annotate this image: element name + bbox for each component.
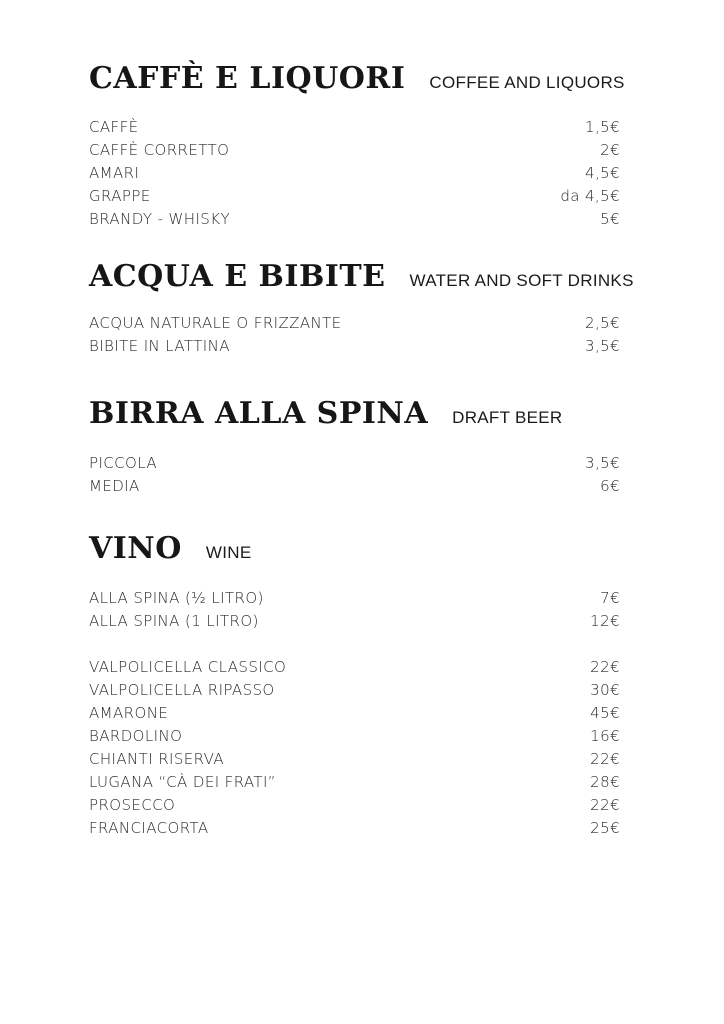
menu-item <box>89 208 620 231</box>
item-name: BRANDY - WHISKY <box>89 210 231 228</box>
item-price: 2,5€ <box>585 314 620 332</box>
item-price: 22€ <box>590 658 620 676</box>
item-name: AMARI <box>89 164 140 182</box>
item-price: 28€ <box>590 773 620 791</box>
section-heading <box>89 61 625 101</box>
item-price: 30€ <box>590 681 620 699</box>
item-name: AMARONE <box>89 704 169 722</box>
item-list <box>89 116 620 231</box>
item-list <box>89 452 620 498</box>
menu-item <box>89 794 620 817</box>
item-price: 22€ <box>590 796 620 814</box>
list-spacer <box>89 633 620 656</box>
section-heading <box>89 531 620 571</box>
item-price: 1,5€ <box>585 118 620 136</box>
menu-item <box>89 679 620 702</box>
section-title-italian: ACQUA E BIBITE <box>89 259 386 294</box>
item-name: PROSECCO <box>89 796 176 814</box>
menu-item <box>89 656 620 679</box>
item-price: 3,5€ <box>585 337 620 355</box>
menu-item <box>89 702 620 725</box>
section-heading <box>89 396 620 436</box>
menu-item <box>89 162 620 185</box>
section-title-italian: BIRRA ALLA SPINA <box>89 396 429 431</box>
item-list <box>89 312 620 358</box>
section-title-english: WATER AND SOFT DRINKS <box>409 271 634 290</box>
item-name: CAFFÈ <box>89 118 139 136</box>
menu-item <box>89 335 620 358</box>
item-name: VALPOLICELLA CLASSICO <box>89 658 287 676</box>
menu-item <box>89 725 620 748</box>
menu-item <box>89 475 620 498</box>
section-title-english: WINE <box>205 543 252 562</box>
item-price: 45€ <box>590 704 620 722</box>
item-price: 5€ <box>600 210 620 228</box>
section-title-english: DRAFT BEER <box>452 408 563 427</box>
item-name: ACQUA NATURALE O FRIZZANTE <box>89 314 342 332</box>
item-price: 12€ <box>590 612 620 630</box>
item-name: PICCOLA <box>89 454 157 472</box>
item-name: CHIANTI RISERVA <box>89 750 225 768</box>
section-title-english: COFFEE AND LIQUORS <box>429 73 625 92</box>
item-price: 3,5€ <box>585 454 620 472</box>
section-title-italian: CAFFÈ E LIQUORI <box>89 61 406 96</box>
menu-item <box>89 610 620 633</box>
item-name: BIBITE IN LATTINA <box>89 337 230 355</box>
item-name: VALPOLICELLA RIPASSO <box>89 681 275 699</box>
item-price: 7€ <box>600 589 620 607</box>
menu-item <box>89 185 620 208</box>
section-draft-beer <box>89 396 620 498</box>
item-name: BARDOLINO <box>89 727 183 745</box>
section-heading <box>89 259 649 299</box>
item-name: CAFFÈ CORRETTO <box>89 141 230 159</box>
item-price: 25€ <box>590 819 620 837</box>
item-name: ALLA SPINA (1 LITRO) <box>89 612 259 630</box>
item-price: da 4,5€ <box>560 187 620 205</box>
item-list <box>89 587 620 633</box>
item-name: LUGANA “CÀ DEI FRATI” <box>89 773 276 791</box>
item-name: GRAPPE <box>89 187 151 205</box>
item-price: 4,5€ <box>585 164 620 182</box>
item-price: 16€ <box>590 727 620 745</box>
menu-item <box>89 139 620 162</box>
item-price: 22€ <box>590 750 620 768</box>
menu-item <box>89 748 620 771</box>
bottle-list <box>89 656 620 840</box>
menu-item <box>89 771 620 794</box>
menu-item <box>89 587 620 610</box>
item-price: 2€ <box>600 141 620 159</box>
item-name: ALLA SPINA (½ LITRO) <box>89 589 264 607</box>
item-name: FRANCIACORTA <box>89 819 209 837</box>
menu-item <box>89 116 620 139</box>
item-price: 6€ <box>600 477 620 495</box>
section-water-soft-drinks <box>89 259 649 358</box>
section-title-italian: VINO <box>89 531 182 566</box>
menu-item <box>89 312 620 335</box>
menu-item <box>89 452 620 475</box>
item-name: MEDIA <box>89 477 140 495</box>
section-wine <box>89 531 620 840</box>
menu-item <box>89 817 620 840</box>
section-coffee-liquors <box>89 61 625 231</box>
